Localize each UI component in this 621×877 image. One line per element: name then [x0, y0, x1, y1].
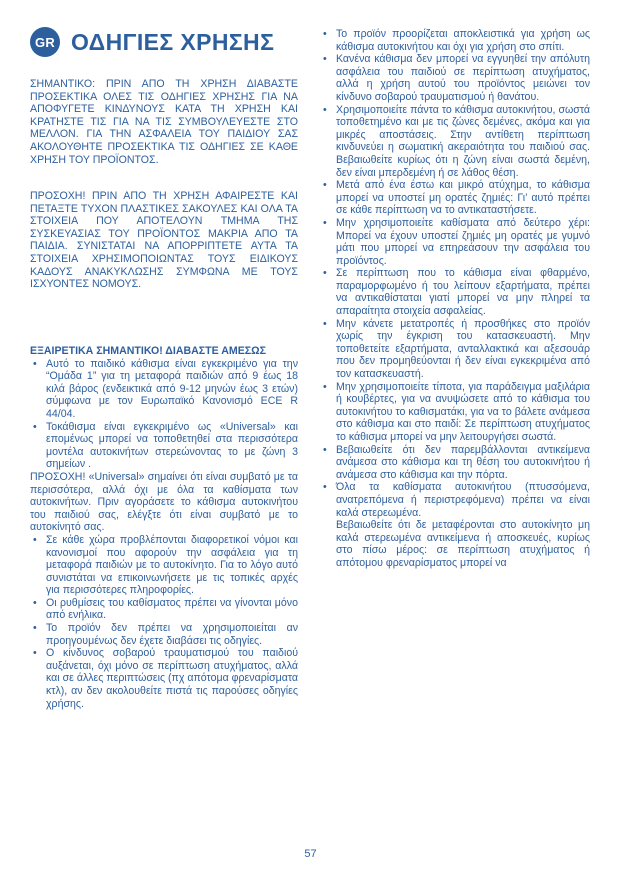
- page-number: 57: [304, 848, 317, 860]
- list-item: • Βεβαιωθείτε ότι δεν παρεμβάλλονται αντικείμενα ανάμεσα στο κάθισμα και τη θέση του αυτοκινήτου ή ανάμεσα στο κάθισμα και την πόρτα.: [320, 444, 590, 482]
- warning-notice-text: ΠΡΟΣΟΧΗ! ΠΡΙΝ ΑΠΟ ΤΗ ΧΡΗΣΗ ΑΦΑΙΡΕΣΤΕ ΚΑΙ ΠΕΤΑΞΤΕ ΤΥΧΟΝ ΠΛΑΣΤΙΚΕΣ ΣΑΚΟΥΛΕΣ ΚΑΙ ΟΛΑ ΤΑ ΣΤΟΙΧΕΙΑ ΠΟΥ ΑΠΟΤΕΛΟΥΝ ΤΜΗΜΑ ΤΗΣ ΣΥΣΚΕΥΑΣΙΑΣ ΤΟΥ ΠΡΟΪΟΝΤΟΣ ΜΑΚΡΙΑ ΑΠΟ ΤΑ ΠΑΙΔΙΑ. ΣΥΝΙΣΤΑΤΑΙ ΝΑ ΑΠΟΡΡΙΠΤΕΤΕ ΑΥΤΑ ΤΑ ΣΤΟΙΧΕΙΑ ΧΡΗΣΙΜΟΠΟΙΩΝΤΑΣ ΤΟΥΣ ΕΙΔΙΚΟΥΣ ΚΑΔΟΥΣ ΑΝΑΚΥΚΛΩΣΗΣ ΣΥΜΦΩΝΑ ΜΕ ΤΟΥΣ ΙΣΧΥΟΝΤΕΣ ΝΟΜΟΥΣ.: [30, 190, 298, 291]
- universal-warning-text: ΠΡΟΣΟΧΗ! «Universal» σημαίνει ότι είναι συμβατό με τα περισσότερα, αλλά όχι με όλα τα καθίσματα των αυτοκινήτων. Πριν αγοράσετε το κάθισμα αυτοκινήτου του παιδιού σας, ελέγξτε ότι είναι συμβατό με το αυτοκίνητό σας.: [30, 470, 298, 534]
- list-item: • Το προϊόν δεν πρέπει να χρησιμοποιείται αν προηγουμένως δεν έχετε διαβάσει τις οδηγίες.: [30, 622, 298, 647]
- left-section: [30, 345, 298, 710]
- right-column: [320, 28, 590, 570]
- important-notice-text: ΣΗΜΑΝΤΙΚΟ: ΠΡΙΝ ΑΠΟ ΤΗ ΧΡΗΣΗ ΔΙΑΒΑΣΤΕ ΠΡΟΣΕΚΤΙΚΑ ΟΛΕΣ ΤΙΣ ΟΔΗΓΙΕΣ ΧΡΗΣΗΣ ΓΙΑ ΝΑ ΑΠΟΦΥΓΕΤΕ ΚΙΝΔΥΝΟΥΣ ΚΑΤΑ ΤΗ ΧΡΗΣΗ ΚΑΙ ΚΡΑΤΗΣΤΕ ΤΙΣ ΓΙΑ ΝΑ ΤΙΣ ΣΥΜΒΟΥΛΕΥΕΣΤΕ ΣΤΟ ΜΕΛΛΟΝ. ΓΙΑ ΤΗΝ ΑΣΦΑΛΕΙΑ ΤΟΥ ΠΑΙΔΙΟΥ ΣΑΣ ΑΚΟΛΟΥΘΗΤΕ ΠΡΟΣΕΚΤΙΚΑ ΤΙΣ ΟΔΗΓΙΕΣ ΣΕ ΚΑΘΕ ΧΡΗΣΗ ΤΟΥ ΠΡΟΪΟΝΤΟΣ.: [30, 78, 298, 166]
- list-item: • Αυτό το παιδικό κάθισμα είναι εγκεκριμένο για την “Ομάδα 1” για τη μεταφορά παιδιών από 9 έως 18 κιλά βάρος (ενδεικτικά από 9-12 μηνών έως 3 ετών) σύμφωνα με τον Ευρωπαϊκό Κανονισμό ECE R 44/04.: [30, 358, 298, 421]
- list-item: • Μην κάνετε μετατροπές ή προσθήκες στο προϊόν χωρίς την έγκριση του κατασκευαστή. Μην τοποθετείτε εξαρτήματα, ανταλλακτικά και αξεσουάρ που δεν προμηθεύονται ή δεν είναι εγκεκριμένα από τον κατασκευαστή.: [320, 318, 590, 381]
- list-item: • Μετά από ένα έστω και μικρό ατύχημα, το κάθισμα μπορεί να υποστεί μη ορατές ζημιές: Γι’ αυτό πρέπει σε κάθε περίπτωση να το αντικαταστήσετε.: [320, 179, 590, 217]
- list-item: • Χρησιμοποιείτε πάντα το κάθισμα αυτοκινήτου, σωστά τοποθετημένο και με τις ζώνες δεμένες, ακόμα και για μικρές αποστάσεις. Στην αντίθετη περίπτωση κινδυνεύει η σωματική ακεραιότητα του παιδιού σας. Βεβαιωθείτε κυρίως ότι η ζώνη είναι σωστά δεμένη, δεν είναι μπερδεμένη ή σε λάθος θέση.: [320, 104, 590, 180]
- list-item: • Σε περίπτωση που το κάθισμα είναι φθαρμένο, παραμορφωμένο ή του λείπουν εξαρτήματα, πρέπει να αντικαθίσταται γιατί μπορεί να μην πληρεί τα απαραίτητα στοιχεία ασφαλείας.: [320, 267, 590, 317]
- bullet-list-approval: [30, 358, 298, 471]
- section-heading: ΕΞΑΙΡΕΤΙΚΑ ΣΗΜΑΝΤΙΚΟ! ΔΙΑΒΑΣΤΕ ΑΜΕΣΩΣ: [30, 345, 266, 357]
- list-item: • Κανένα κάθισμα δεν μπορεί να εγγυηθεί την απόλυτη ασφάλεια του παιδιού σε περίπτωση ατυχήματος, αλλά η χρήση αυτού του προϊόντος μειώνει τον κίνδυνο σοβαρού τραυματισμού ή θανάτου.: [320, 53, 590, 103]
- page-title: ΟΔΗΓΙΕΣ ΧΡΗΣΗΣ: [71, 28, 275, 55]
- title-row: [30, 26, 274, 58]
- bullet-list-safety: [320, 28, 590, 519]
- list-item: • Μην χρησιμοποιείτε τίποτα, για παράδειγμα μαξιλάρια ή κουβέρτες, για να ανυψώσετε από το κάθισμα του αυτοκινήτου το καθισματάκι, για να το βάλετε ανάμεσα στο κάθισμα και στο παιδί: Σε περίπτωση ατυχήματος το κάθισμα μπορεί να μην λειτουργήσει σωστά.: [320, 381, 590, 444]
- list-item: • Τοκάθισμα είναι εγκεκριμένο ως «Universal» και επομένως μπορεί να τοποθετηθεί στα περισσότερα μοντέλα αυτοκινήτων στερεώνοντας το με ζώνη 3 σημείων .: [30, 421, 298, 471]
- important-notice: [30, 78, 298, 166]
- list-item: • Οι ρυθμίσεις του καθίσματος πρέπει να γίνονται μόνο από ενήλικα.: [30, 597, 298, 622]
- list-item: • Σε κάθε χώρα προβλέπονται διαφορετικοί νόμοι και κανονισμοί που αφορούν την ασφάλεια για τη μεταφορά παιδιών με το αυτοκίνητο. Για το λόγο αυτό συνιστάται να επικοινωνήσετε με τις τοπικές αρχές για περισσότερες πληροφορίες.: [30, 534, 298, 597]
- list-item: • Μην χρησιμοποιείτε καθίσματα από δεύτερο χέρι: Μπορεί να έχουν υποστεί ζημιές μη ορατές με γυμνό μάτι που μπορεί να επηρεάσουν την ασφάλεια του προϊόντος.: [320, 217, 590, 267]
- list-item: • Όλα τα καθίσματα αυτοκινήτου (πτυσσόμενα, ανατρεπόμενα ή περιστρεφόμενα) πρέπει να είναι καλά στερεωμένα.: [320, 481, 590, 519]
- list-item: • Το προϊόν προορίζεται αποκλειστικά για χρήση ως κάθισμα αυτοκινήτου και όχι για χρήση στο σπίτι.: [320, 28, 590, 53]
- bullet-list-rules: [30, 534, 298, 710]
- luggage-warning-text: Βεβαιωθείτε ότι δε μεταφέρονται στο αυτοκίνητο μη καλά στερεωμένα αντικείμενα ή αποσκευές, κυρίως στο πίσω μέρος: σε περίπτωση ατυχήματος ή απότομου φρεναρίσματος μπορεί να: [336, 519, 590, 569]
- language-badge: GR: [30, 27, 60, 57]
- warning-notice: [30, 190, 298, 291]
- list-item: • Ο κίνδυνος σοβαρού τραυματισμού του παιδιού αυξάνεται, όχι μόνο σε περίπτωση ατυχήματος, αλλά και σε άλλες περιπτώσεις (πχ απότομα φρεναρίσματα κτλ), αν δεν ακολουθείτε πιστά τις παρούσες οδηγίες χρήσης.: [30, 647, 298, 710]
